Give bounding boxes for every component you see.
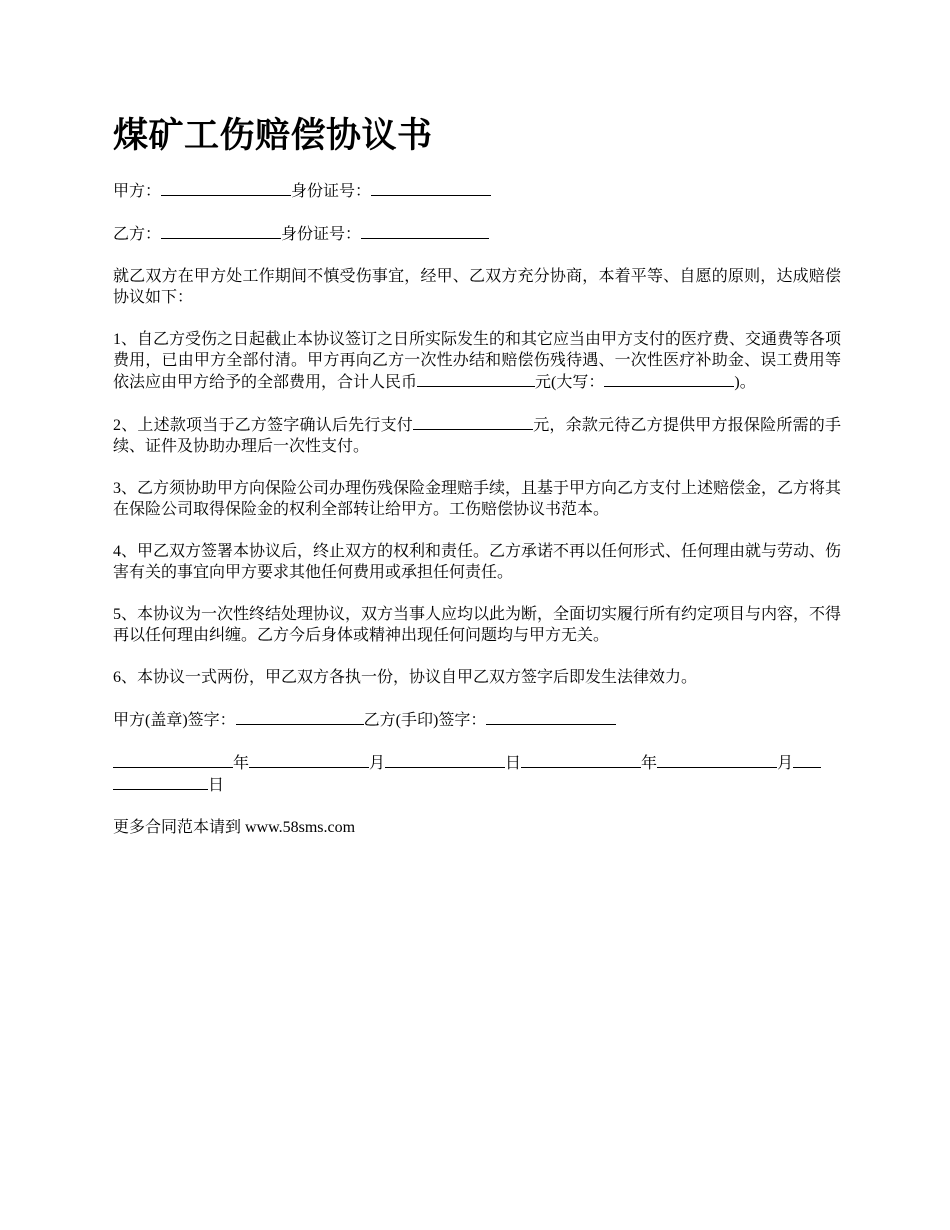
party-a-name-blank[interactable] <box>161 180 291 196</box>
party-a-id-blank[interactable] <box>371 180 491 196</box>
party-b-signature-blank[interactable] <box>486 709 616 725</box>
clause-1-daxie-blank[interactable] <box>604 371 734 387</box>
clause-6: 6、本协议一式两份，甲乙双方各执一份，协议自甲乙双方签字后即发生法律效力。 <box>113 669 698 686</box>
clause-1 <box>113 329 841 393</box>
footer-note: 更多合同范本请到 www.58sms.com <box>113 819 356 836</box>
party-b-id-label: 身份证号： <box>281 226 362 243</box>
clause-2-text-before: 2、上述款项当于乙方签字确认后先行支付 <box>113 417 413 434</box>
party-b-label: 乙方： <box>113 226 162 243</box>
party-a-signature-label: 甲方(盖章)签字： <box>113 712 236 729</box>
date-b-month-blank[interactable] <box>657 752 777 768</box>
date-b-day-blank-end[interactable] <box>113 774 208 790</box>
clause-4: 4、甲乙双方签署本协议后，终止双方的权利和责任。乙方承诺不再以任何形式、任何理由就与劳动、伤害有关的事宜向甲方要求其他任何费用或承担任何责任。 <box>113 543 842 581</box>
clause-5: 5、本协议为一次性终结处理协议，双方当事人应均以此为断，全面切实履行所有约定项目与内容，不得再以任何理由纠缠。乙方今后身体或精神出现任何问题均与甲方无关。 <box>113 606 842 644</box>
party-a-line <box>113 180 841 202</box>
clause-2-text-after: 元，余款元待乙方提供甲方报保险所需的手续、证件及协助办理后一次性支付。 <box>113 417 841 455</box>
date-a-month: 月 <box>369 755 386 772</box>
clause-1-daxie-open: (大写： <box>551 374 605 391</box>
clause-1-text: 1、自乙方受伤之日起截止本协议签订之日所实际发生的和其它应当由甲方支付的医疗费、交通费等各项费用，已由甲方全部付清。甲方再向乙方一次性办结和赔偿伤残待遇、一次性医疗补助金、误工费用等依法应由甲方给予的全部费用，合计人民币 <box>113 331 842 391</box>
date-b-day-blank-start[interactable] <box>793 752 821 768</box>
date-a-month-blank[interactable] <box>249 752 369 768</box>
date-a-year: 年 <box>233 755 250 772</box>
date-b-year-blank[interactable] <box>521 752 641 768</box>
party-b-line <box>113 223 841 245</box>
party-a-label: 甲方： <box>113 183 162 200</box>
party-b-signature-label: 乙方(手印)签字： <box>363 712 487 729</box>
clause-2 <box>113 414 841 457</box>
clause-1-amount-blank[interactable] <box>417 371 535 387</box>
party-a-signature-blank[interactable] <box>236 709 364 725</box>
date-b-day: 日 <box>208 777 225 794</box>
clause-3: 3、乙方须协助甲方向保险公司办理伤残保险金理赔手续，且基于甲方向乙方支付上述赔偿金，乙方将其在保险公司取得保险金的权利全部转让给甲方。工伤赔偿协议书范本。 <box>113 480 842 518</box>
date-b-month: 月 <box>777 755 794 772</box>
date-a-year-blank[interactable] <box>113 752 233 768</box>
signature-line <box>113 709 841 731</box>
intro-paragraph: 就乙双方在甲方处工作期间不慎受伤事宜，经甲、乙双方充分协商，本着平等、自愿的原则，达成赔偿协议如下： <box>113 268 841 306</box>
clause-1-unit: 元 <box>535 374 552 391</box>
clause-1-daxie-close: )。 <box>734 374 756 391</box>
date-a-day-blank[interactable] <box>385 752 505 768</box>
date-line <box>113 752 841 796</box>
party-a-id-label: 身份证号： <box>291 183 372 200</box>
clause-2-amount-blank[interactable] <box>413 414 533 430</box>
document-title: 煤矿工伤赔偿协议书 <box>113 116 433 155</box>
party-b-name-blank[interactable] <box>161 223 281 239</box>
party-b-id-blank[interactable] <box>361 223 489 239</box>
document-page <box>113 112 841 838</box>
date-a-day: 日 <box>505 755 522 772</box>
date-b-year: 年 <box>641 755 658 772</box>
